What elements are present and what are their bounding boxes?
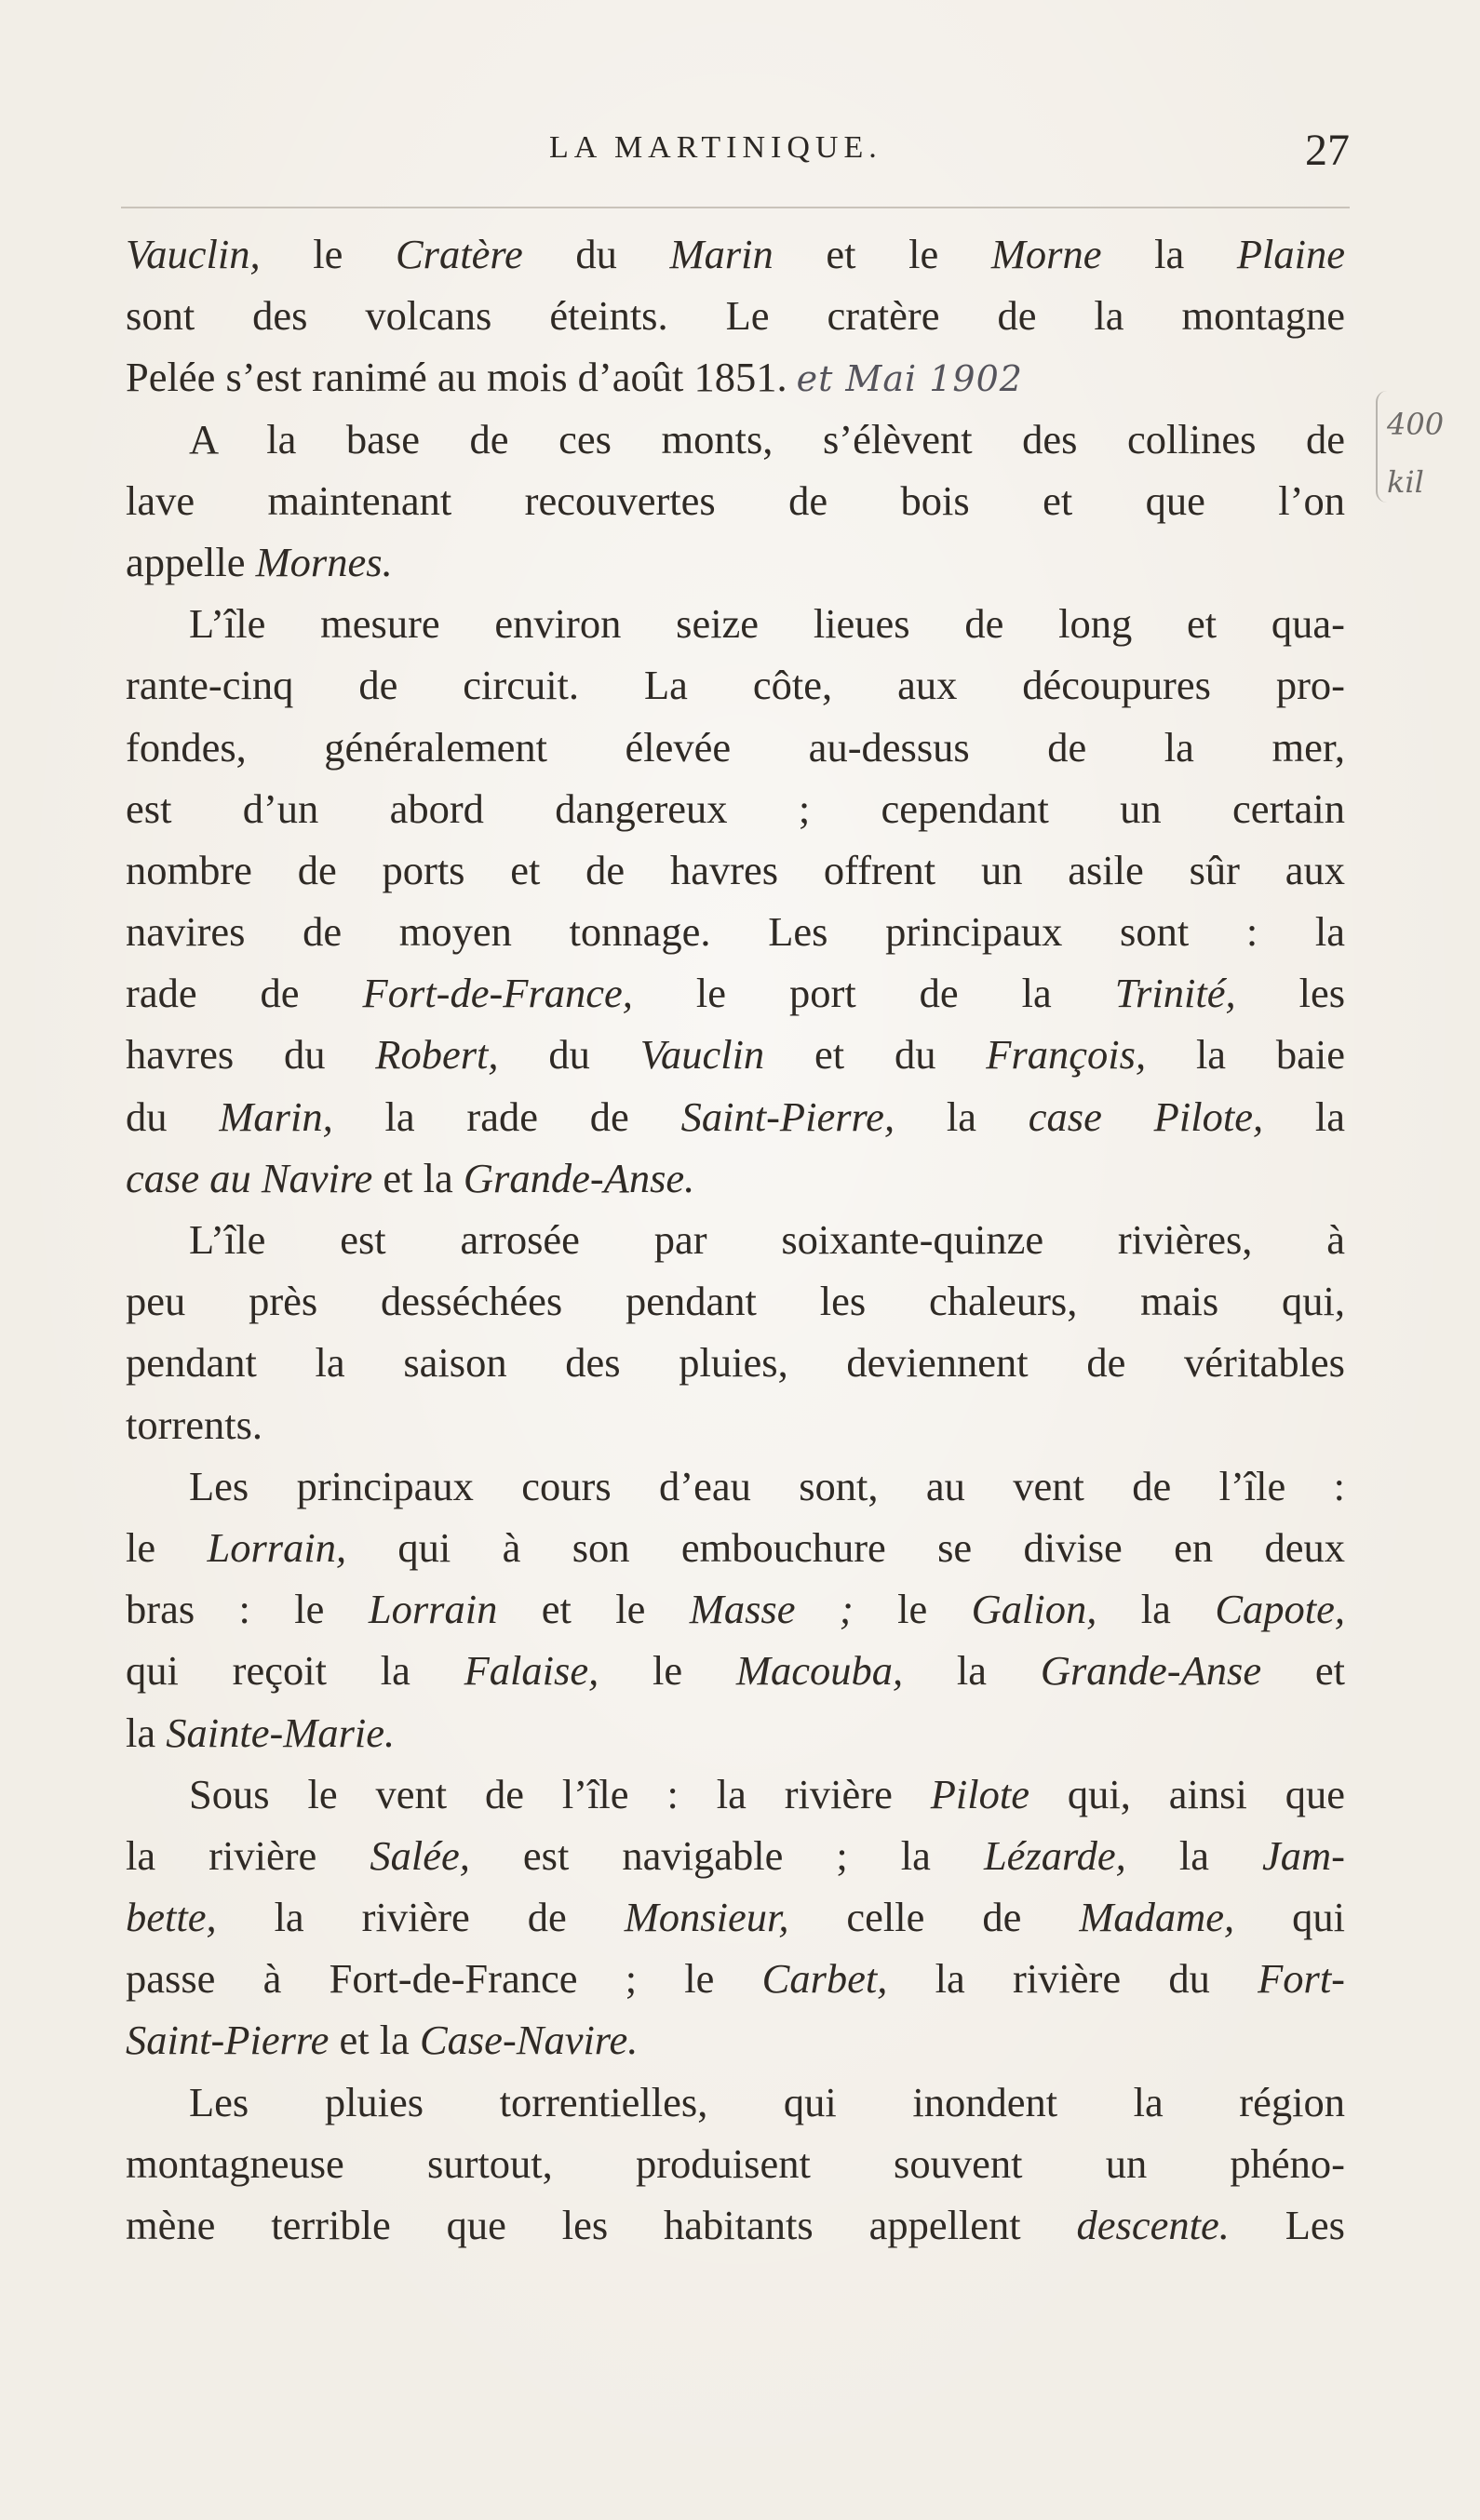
margin-note-line-1: 400 xyxy=(1387,407,1445,442)
text-run: la rade de xyxy=(332,1092,681,1140)
text-line xyxy=(126,223,1345,285)
text-run: et du xyxy=(764,1031,987,1079)
text-run: et le xyxy=(497,1586,690,1633)
text-line xyxy=(126,1825,1345,1886)
text-run: navires de moyen tonnage. Les principaux sont : la xyxy=(126,908,1345,956)
page-number: 27 xyxy=(1305,126,1350,175)
text-run: le port de la xyxy=(632,970,1115,1017)
text-run: lave maintenant recouvertes de bois et que l’on xyxy=(126,476,1345,524)
text-line xyxy=(126,1702,1345,1763)
text-line xyxy=(126,654,1345,716)
text-run: Sous le vent de l’île : la rivière xyxy=(189,1770,931,1817)
text-run: torrents. xyxy=(126,1401,263,1448)
text-line xyxy=(126,1578,1345,1640)
text-line xyxy=(126,470,1345,531)
italic-text: Jam- xyxy=(1262,1831,1345,1879)
text-run: rade de xyxy=(126,970,363,1017)
text-line xyxy=(126,839,1345,901)
text-line xyxy=(126,1394,1345,1455)
text-run: qui à son embouchure se divise en deux xyxy=(346,1523,1345,1571)
italic-text: Saint-Pierre, xyxy=(680,1092,895,1140)
text-line xyxy=(126,409,1345,470)
italic-text: Cratère xyxy=(395,231,523,277)
italic-text: Vauclin, xyxy=(126,231,261,277)
page-header xyxy=(121,126,1350,186)
italic-text: Grande-Anse. xyxy=(463,1154,695,1201)
text-line xyxy=(126,778,1345,839)
text-line xyxy=(126,593,1345,654)
text-run: la xyxy=(126,1709,167,1756)
text-run: le xyxy=(853,1586,972,1633)
text-line xyxy=(126,1332,1345,1393)
text-line xyxy=(126,1147,1345,1209)
text-run: est d’un abord dangereux ; cependant un certain xyxy=(126,784,1345,832)
italic-text: François, xyxy=(986,1031,1147,1079)
text-line xyxy=(126,1209,1345,1270)
text-run: le xyxy=(126,1523,208,1571)
text-run: et la xyxy=(372,1154,464,1201)
text-run: et le xyxy=(773,231,991,277)
text-run: la xyxy=(895,1092,1029,1140)
text-run: du xyxy=(498,1031,640,1079)
text-run: peu près desséchées pendant les chaleurs, mais qui, xyxy=(126,1278,1345,1325)
text-run: sont des volcans éteints. Le cratère de la montagne xyxy=(126,292,1345,340)
text-line xyxy=(126,346,1345,408)
text-run: du xyxy=(522,231,670,277)
body-text xyxy=(126,223,1345,2256)
text-run: pendant la saison des pluies, deviennent de véritables xyxy=(126,1339,1345,1387)
italic-text: Lézarde, xyxy=(983,1831,1126,1879)
text-run: la rivière de xyxy=(216,1894,625,1941)
italic-text: Robert, xyxy=(375,1031,499,1079)
italic-text: Marin, xyxy=(219,1092,333,1140)
italic-text: Plaine xyxy=(1236,231,1345,277)
italic-text: Macouba, xyxy=(735,1647,904,1695)
italic-text: Capote, xyxy=(1215,1586,1345,1633)
italic-text: Falaise, xyxy=(464,1647,599,1695)
text-run: rante-cinq de circuit. La côte, aux découpures pro- xyxy=(126,662,1345,709)
text-run: la xyxy=(1125,1831,1263,1879)
italic-text: Galion, xyxy=(971,1586,1097,1633)
text-run: celle de xyxy=(788,1894,1080,1941)
italic-text: Sainte-Marie. xyxy=(166,1709,396,1756)
margin-note-line-2: kil xyxy=(1387,464,1424,500)
handwritten-inline-note: et Mai 1902 xyxy=(796,358,1023,400)
italic-text: Masse ; xyxy=(689,1586,854,1633)
text-run: et la xyxy=(329,2017,420,2064)
text-run: qui xyxy=(1234,1894,1345,1941)
italic-text: Carbet, xyxy=(761,1955,888,2003)
text-line xyxy=(126,2194,1345,2256)
text-run: havres du xyxy=(126,1031,376,1079)
italic-text: Salée, xyxy=(370,1831,470,1879)
italic-text: Saint-Pierre xyxy=(126,2017,330,2064)
italic-text: case au Navire xyxy=(126,1154,373,1201)
italic-text: Fort-de-France, xyxy=(362,970,633,1017)
italic-text: descente. xyxy=(1076,2202,1230,2248)
text-line xyxy=(126,531,1345,593)
italic-text: bette, xyxy=(126,1894,217,1941)
text-run: du xyxy=(126,1092,220,1140)
text-run: qui reçoit la xyxy=(126,1647,464,1695)
text-line xyxy=(126,1763,1345,1825)
text-run: Les principaux cours d’eau sont, au vent de l’île : xyxy=(189,1462,1345,1509)
text-run: et xyxy=(1261,1647,1345,1695)
text-run: montagneuse surtout, produisent souvent un phéno- xyxy=(126,2139,1345,2187)
text-run: Pelée s’est ranimé au mois d’août 1851. xyxy=(126,354,787,401)
italic-text: Trinité, xyxy=(1114,970,1236,1017)
text-line xyxy=(126,1270,1345,1332)
text-line xyxy=(126,2133,1345,2194)
text-run: la xyxy=(1263,1092,1345,1140)
italic-text: Mornes. xyxy=(255,538,393,585)
text-run: est navigable ; la xyxy=(469,1831,984,1879)
text-line xyxy=(126,962,1345,1024)
text-line xyxy=(126,2009,1345,2071)
text-line xyxy=(126,1517,1345,1578)
text-line xyxy=(126,1086,1345,1147)
text-run: la xyxy=(1097,1586,1216,1633)
text-line xyxy=(126,1640,1345,1701)
text-run: la rivière du xyxy=(887,1955,1258,2003)
text-run: appelle xyxy=(126,538,256,585)
text-run: le xyxy=(599,1647,736,1695)
italic-text: Lorrain xyxy=(368,1586,498,1633)
running-title: LA MARTINIQUE. xyxy=(549,130,882,165)
italic-text: Marin xyxy=(669,231,774,277)
text-line xyxy=(126,285,1345,346)
text-line xyxy=(126,717,1345,778)
italic-text: Vauclin xyxy=(639,1031,765,1079)
text-run: L’île mesure environ seize lieues de long et qua- xyxy=(189,600,1345,648)
italic-text: Morne xyxy=(990,231,1102,277)
text-line xyxy=(126,1948,1345,2009)
text-run: les xyxy=(1235,970,1345,1017)
text-line xyxy=(126,2071,1345,2133)
text-run: la xyxy=(903,1647,1041,1695)
text-run: nombre de ports et de havres offrent un asile sûr aux xyxy=(126,846,1345,893)
margin-handwritten-note xyxy=(1387,395,1480,511)
italic-text: Monsieur, xyxy=(624,1894,789,1941)
text-run: la rivière xyxy=(126,1831,370,1879)
text-run: A la base de ces monts, s’élèvent des collines de xyxy=(189,415,1345,462)
italic-text: Lorrain, xyxy=(207,1523,347,1571)
text-run: la xyxy=(1101,231,1237,277)
italic-text: Fort- xyxy=(1258,1955,1345,2003)
italic-text: Grande-Anse xyxy=(1040,1647,1262,1695)
text-run: mène terrible que les habitants appellent xyxy=(126,2202,1077,2248)
text-run: Les xyxy=(1229,2202,1345,2248)
text-run: le xyxy=(260,231,396,277)
italic-text: Pilote xyxy=(930,1770,1030,1817)
italic-text: Madame, xyxy=(1079,1894,1235,1941)
text-line xyxy=(126,1455,1345,1517)
text-run: fondes, généralement élevée au-dessus de la mer, xyxy=(126,723,1345,771)
text-run: L’île est arrosée par soixante-quinze rivières, à xyxy=(189,1216,1345,1263)
text-line xyxy=(126,901,1345,962)
text-run: passe à Fort-de-France ; le xyxy=(126,1955,762,2003)
text-run: la baie xyxy=(1146,1031,1345,1079)
text-run: qui, ainsi que xyxy=(1029,1770,1345,1817)
italic-text: Case-Navire. xyxy=(419,2017,639,2064)
text-line xyxy=(126,1024,1345,1085)
text-line xyxy=(126,1886,1345,1948)
italic-text: case Pilote, xyxy=(1028,1092,1264,1140)
text-run: Les pluies torrentielles, qui inondent la région xyxy=(189,2078,1345,2125)
header-rule xyxy=(121,207,1350,208)
text-run: bras : le xyxy=(126,1586,369,1633)
